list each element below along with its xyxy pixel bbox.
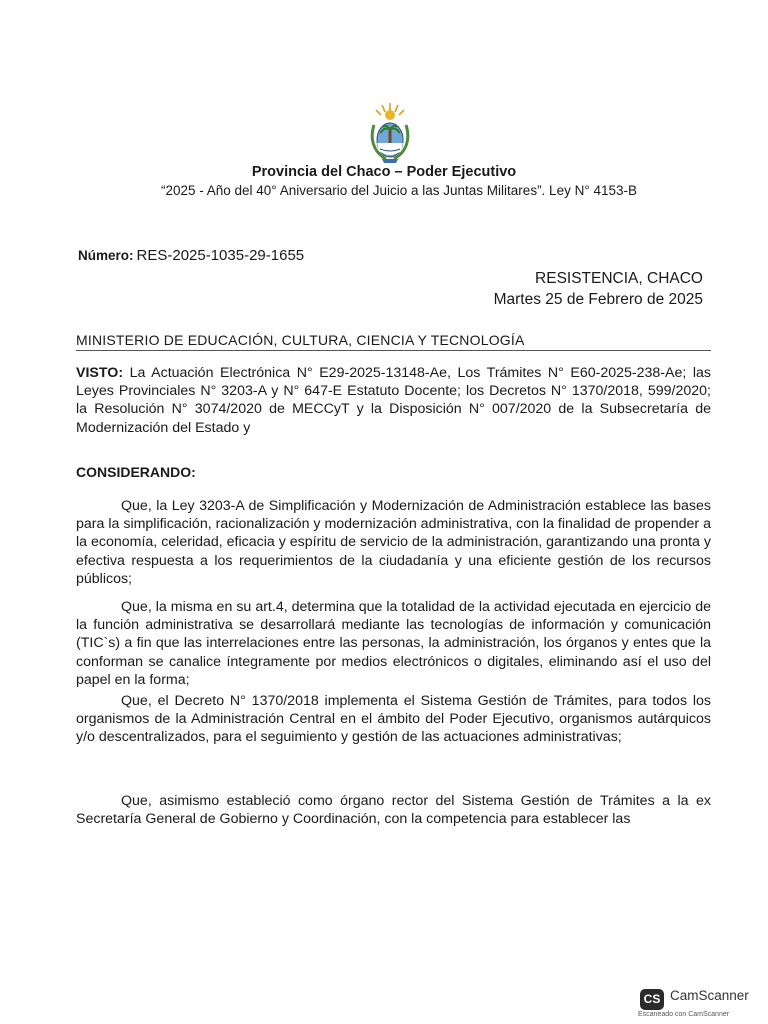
visto-paragraph xyxy=(76,364,711,437)
considerando-heading: CONSIDERANDO: xyxy=(76,464,196,480)
resolution-number xyxy=(78,247,304,264)
place: RESISTENCIA, CHACO xyxy=(535,270,703,287)
visto-label: VISTO: xyxy=(76,365,124,381)
date: Martes 25 de Febrero de 2025 xyxy=(493,291,703,308)
numero-value: RES-2025-1035-29-1655 xyxy=(136,247,305,264)
numero-label: Número: xyxy=(78,248,134,263)
coat-of-arms-icon xyxy=(368,101,412,165)
divider xyxy=(76,350,711,351)
camscanner-logo-icon: CS xyxy=(640,989,664,1010)
considerando-paragraph: Que, la misma en su art.4, determina que la totalidad de la actividad ejecutada en ejercicio de la función administrativa se desarrollará mediante las tecnologías de información y comunicación (TIC`s) a fin que las interrelaciones entre las personas, la administración, los órganos y entes que la conforman se canalice íntegramente por medios electrónicos o digitales, eliminando así el uso del papel en la forma; xyxy=(76,599,711,688)
ministry-heading: MINISTERIO DE EDUCACIÓN, CULTURA, CIENCIA Y TECNOLOGÍA xyxy=(76,332,525,348)
considerando-paragraph: Que, la Ley 3203-A de Simplificación y Modernización de Administración establece las bases para la simplificación, racionalización y modernización administrativa, con la finalidad de propender a la economía, celeridad, eficacia y espíritu de servicio de la administración, garantizando una pronta y efectiva respuesta a los requerimientos de la ciudadanía y una eficiente gestión de los recursos públicos; xyxy=(76,498,711,587)
considerando-paragraph: Que, asimismo estableció como órgano rector del Sistema Gestión de Trámites a la ex Secretaría General de Gobierno y Coordinación, con la competencia para establecer las xyxy=(76,793,711,828)
header-title: Provincia del Chaco – Poder Ejecutivo xyxy=(251,164,517,180)
camscanner-caption: Escaneado con CamScanner xyxy=(638,1011,730,1018)
header-subtitle: “2025 - Año del 40° Aniversario del Juicio a las Juntas Militares”. Ley N° 4153-B xyxy=(160,183,638,198)
visto-text: La Actuación Electrónica N° E29-2025-13148-Ae, Los Trámites N° E60-2025-238-Ae; las Leyes Provinciales N° 3203-A y N° 647-E Estatuto Docente; los Decretos N° 1370/2018, 599/2020; la Resolución N° 3074/2020 de MECCyT y la Disposición N° 007/2020 de la Subsecretaría de Modernización del Estado y xyxy=(76,365,711,436)
camscanner-name: CamScanner xyxy=(670,988,749,1003)
considerando-paragraph: Que, el Decreto N° 1370/2018 implementa el Sistema Gestión de Trámites, para todos los organismos de la Administración Central en el ámbito del Poder Ejecutivo, organismos autárquicos y/o descentralizados, para el seguimiento y gestión de las actuaciones administrativas; xyxy=(76,693,711,746)
